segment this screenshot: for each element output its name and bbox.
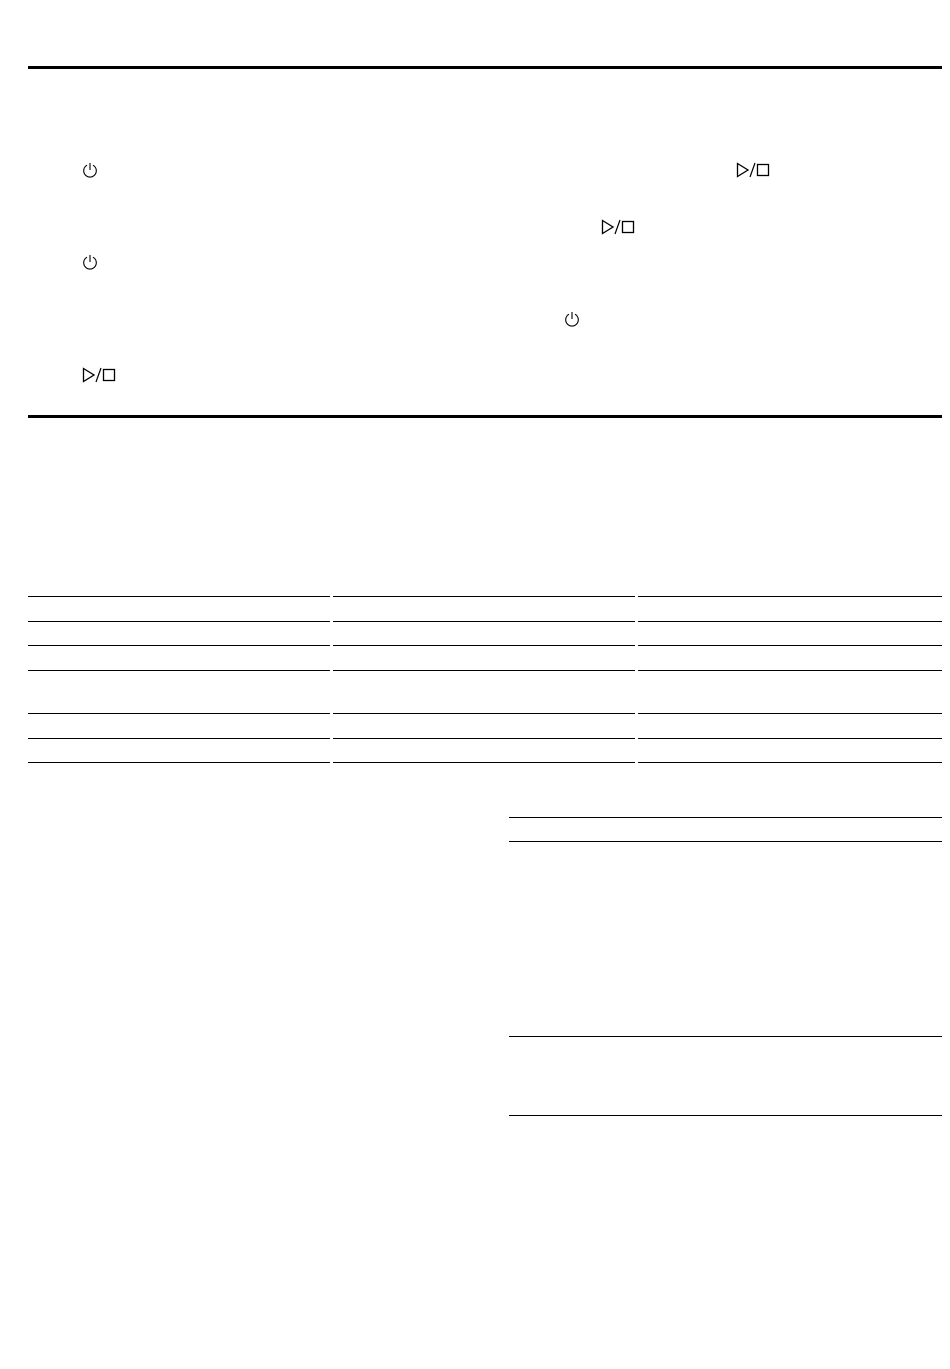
table-row-rule [333,670,635,671]
power-icon [82,253,98,271]
table-row-rule [28,596,330,597]
power-icon [564,310,580,328]
table-row-rule [509,817,942,818]
table-row-rule [333,596,635,597]
start-stop-icon [82,367,118,383]
table-row-rule [509,841,942,842]
table-row-rule [28,645,330,646]
power-icon [82,161,98,179]
table-row-rule [28,621,330,622]
table-row-rule [638,645,942,646]
table-row-rule [333,621,635,622]
table-row-rule [333,645,635,646]
table-row-rule [638,738,942,739]
table-row-rule [509,1036,942,1037]
table-row-rule [333,713,635,714]
table-row-rule [333,738,635,739]
start-stop-icon [736,162,772,178]
table-row-rule [28,762,330,763]
table-row-rule [333,762,635,763]
top-section-rule [28,66,942,69]
table-row-rule [638,621,942,622]
table-row-rule [638,762,942,763]
table-row-rule [28,738,330,739]
table-row-rule [638,670,942,671]
table-row-rule [638,596,942,597]
table-row-rule [509,1115,942,1116]
start-stop-icon [601,219,637,235]
table-row-rule [28,713,330,714]
section-divider-rule [28,415,942,418]
table-row-rule [28,670,330,671]
table-row-rule [638,713,942,714]
